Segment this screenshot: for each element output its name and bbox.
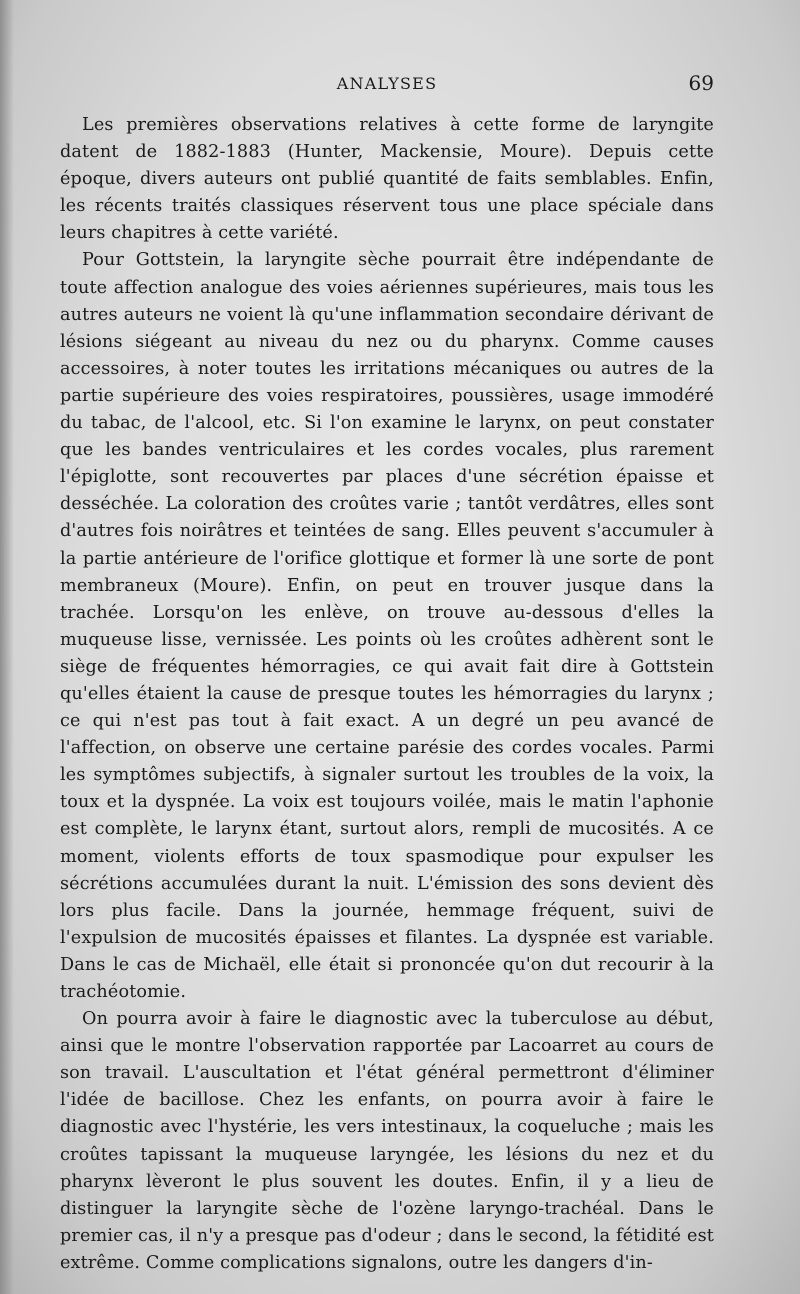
header-title: ANALYSES bbox=[336, 74, 438, 93]
paragraph-2: Pour Gottstein, la laryngite sèche pourrait être indépendante de toute affection analogue des voies aériennes supérieures, mais tous les autres auteurs ne voient là qu'une inflammation secondaire dérivant de lésions siégeant au niveau du nez ou du pharynx. Comme causes accessoires, à noter toutes les irritations mécaniques ou autres de la partie supérieure des voies respiratoires, poussières, usage immodéré du tabac, de l'alcool, etc. Si l'on examine le larynx, on peut constater que les bandes ventriculaires et les cordes vocales, plus rarement l'épiglotte, sont recouvertes par places d'une sécrétion épaisse et desséchée. La coloration des croûtes varie ; tantôt verdâtres, elles sont d'autres fois noirâtres et teintées de sang. Elles peuvent s'accumuler à la partie antérieure de l'orifice glottique et former là une sorte de pont membraneux (Moure). Enfin, on peut en trouver jusque dans la trachée. Lorsqu'on les enlève, on trouve au-dessous d'elles la muqueuse lisse, vernissée. Les points où les croûtes adhèrent sont le siège de fréquentes hémorragies, ce qui avait fait dire à Gottstein qu'elles étaient la cause de presque toutes les hémorragies du larynx ; ce qui n'est pas tout à fait exact. A un degré un peu avancé de l'affection, on observe une certaine parésie des cordes vocales. Parmi les symptômes subjectifs, à signaler surtout les troubles de la voix, la toux et la dyspnée. La voix est toujours voilée, mais le matin l'aphonie est complète, le larynx étant, surtout alors, rempli de mucosités. A ce moment, violents efforts de toux spasmodique pour expulser les sécrétions accumulées durant la nuit. L'émission des sons devient dès lors plus facile. Dans la journée, hemmage fréquent, suivi de l'expulsion de mucosités épaisses et filantes. La dyspnée est variable. Dans le cas de Michaël, elle était si prononcée qu'on dut recourir à la trachéotomie. bbox=[60, 250, 714, 1002]
running-header bbox=[60, 71, 714, 98]
paragraph-3: On pourra avoir à faire le diagnostic avec la tuberculose au début, ainsi que le montre l'observation rapportée par Lacoarret au cours de son travail. L'auscultation et l'état général permettront d'éliminer l'idée de bacillose. Chez les enfants, on pourra avoir à faire le diagnostic avec l'hystérie, les vers intestinaux, la coqueluche ; mais les croûtes tapissant la muqueuse laryngée, les lésions du nez et du pharynx lèveront le plus souvent les doutes. Enfin, il y a lieu de distinguer la laryngite sèche de l'ozène laryngo-trachéal. Dans le premier cas, il n'y a presque pas d'odeur ; dans le second, la fétidité est extrême. Comme complications signalons, outre les dangers d'in- bbox=[60, 1009, 714, 1273]
body-text bbox=[60, 112, 714, 1277]
page-number: 69 bbox=[688, 71, 714, 95]
paragraph-1: Les premières observations relatives à cette forme de laryngite datent de 1882-1883 (Hunter, Mackensie, Moure). Depuis cette époque, divers auteurs ont publié quantité de faits semblables. Enfin, les récents traités classiques réservent tous une place spéciale dans leurs chapitres à cette variété. bbox=[60, 115, 714, 244]
